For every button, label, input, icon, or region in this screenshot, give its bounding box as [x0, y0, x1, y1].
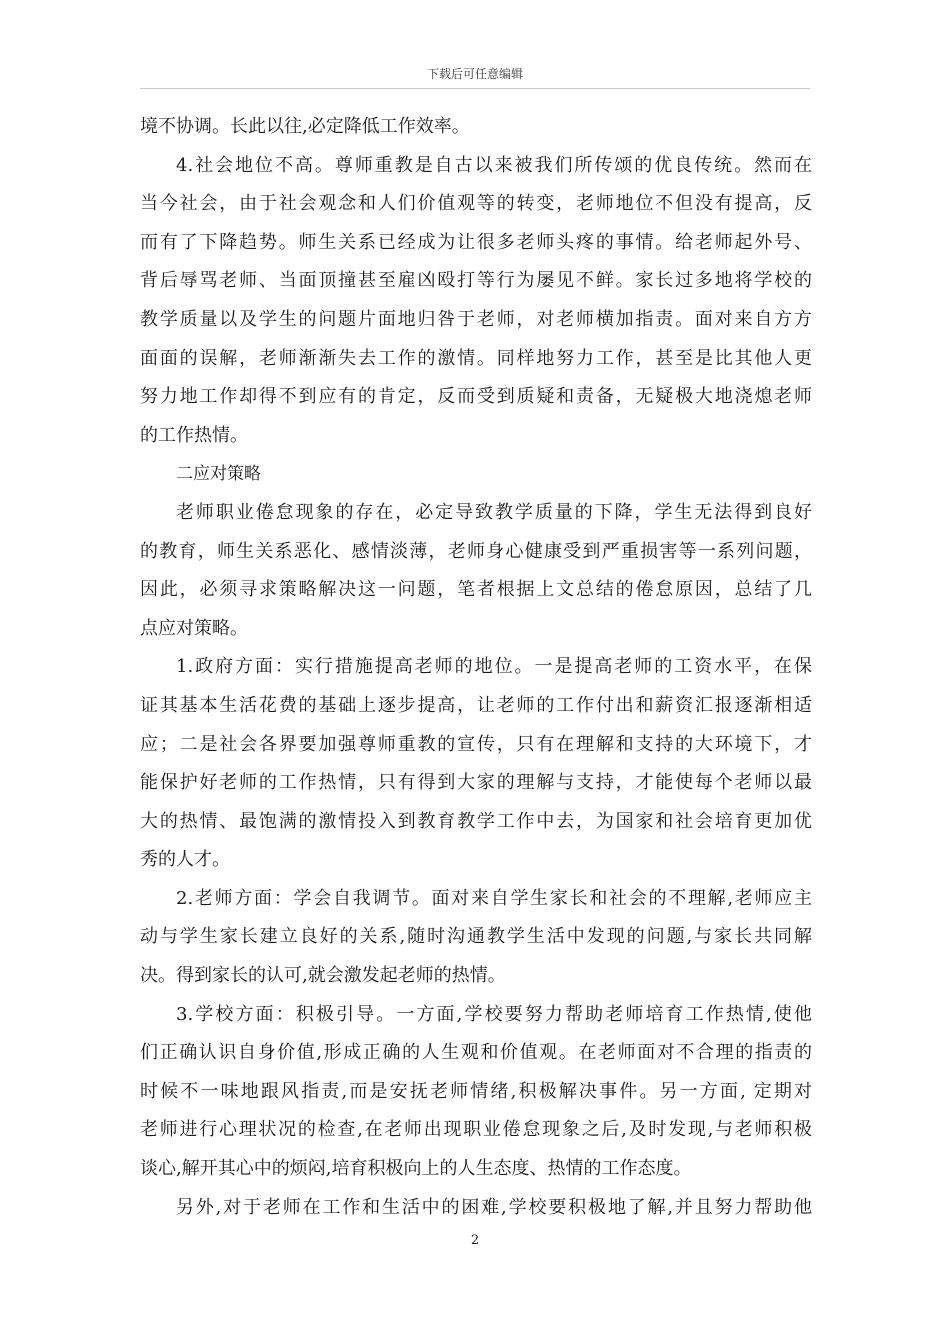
body-line: 3.学校方面：积极引导。一方面,学校要努力帮助老师培育工作热情,使他 [176, 1003, 812, 1025]
body-line: 的工作热情。 [140, 424, 248, 446]
body-line: 能保护好老师的工作热情，只有得到大家的理解与支持，才能使每个老师以最 [140, 772, 812, 794]
body-line: 证其基本生活花费的基础上逐步提高，让老师的工作付出和薪资汇报逐渐相适 [140, 694, 812, 716]
header-rule [140, 88, 810, 89]
body-line: 因此，必须寻求策略解决这一问题，笔者根据上文总结的倦怠原因，总结了几 [140, 579, 812, 601]
body-line: 时候不一味地跟风指责,而是安抚老师情绪,积极解决事件。另一方面, 定期对 [140, 1080, 812, 1102]
page-header: 下载后可任意编辑 [426, 67, 523, 81]
body-line: 动与学生家长建立良好的关系,随时沟通教学生活中发现的问题,与家长共同解 [140, 926, 812, 948]
body-line: 2.老师方面：学会自我调节。面对来自学生家长和社会的不理解,老师应主 [176, 887, 812, 909]
body-line: 1.政府方面：实行措施提高老师的地位。一是提高老师的工资水平，在保 [176, 656, 812, 678]
body-line: 4.社会地位不高。尊师重教是自古以来被我们所传颂的优良传统。然而在 [176, 154, 812, 176]
body-line: 当今社会，由于社会观念和人们价值观等的转变，老师地位不但没有提高，反 [140, 193, 812, 215]
body-line: 谈心,解开其心中的烦闷,培育积极向上的人生态度、热情的工作态度。 [140, 1158, 692, 1180]
body-line: 应；二是社会各界要加强尊师重教的宣传，只有在理解和支持的大环境下，才 [140, 733, 812, 755]
body-line: 而有了下降趋势。师生关系已经成为让很多老师头疼的事情。给老师起外号、 [140, 231, 812, 253]
body-line: 秀的人才。 [140, 849, 230, 871]
body-line: 点应对策略。 [140, 617, 248, 639]
body-line: 的教育，师生关系恶化、感情淡薄，老师身心健康受到严重损害等一系列问题， [140, 540, 812, 562]
body-line: 境不协调。长此以往,必定降低工作效率。 [140, 116, 470, 137]
body-line: 努力地工作却得不到应有的肯定，反而受到质疑和责备，无疑极大地浇熄老师 [140, 386, 812, 408]
body-line: 另外,对于老师在工作和生活中的困难,学校要积极地了解,并且努力帮助他 [176, 1196, 812, 1218]
body-line: 大的热情、最饱满的激情投入到教育教学工作中去，为国家和社会培育更加优 [140, 810, 812, 832]
body-line: 老师进行心理状况的检查,在老师出现职业倦怠现象之后,及时发现,与老师积极 [140, 1119, 812, 1141]
body-line: 面面的误解，老师渐渐失去工作的激情。同样地努力工作，甚至是比其他人更 [140, 347, 812, 369]
body-line: 决。得到家长的认可,就会激发起老师的热情。 [140, 965, 506, 987]
body-line: 教学质量以及学生的问题片面地归咎于老师，对老师横加指责。面对来自方方 [140, 308, 812, 330]
page-number: 2 [470, 1233, 480, 1248]
section-heading: 二应对策略 [176, 464, 261, 485]
body-line: 背后辱骂老师、当面顶撞甚至雇凶殴打等行为屡见不鲜。家长过多地将学校的 [140, 270, 812, 292]
body-line: 们正确认识自身价值,形成正确的人生观和价值观。在老师面对不合理的指责的 [140, 1042, 812, 1064]
body-line: 老师职业倦怠现象的存在，必定导致教学质量的下降，学生无法得到良好 [176, 501, 812, 523]
document-body [140, 108, 812, 1227]
